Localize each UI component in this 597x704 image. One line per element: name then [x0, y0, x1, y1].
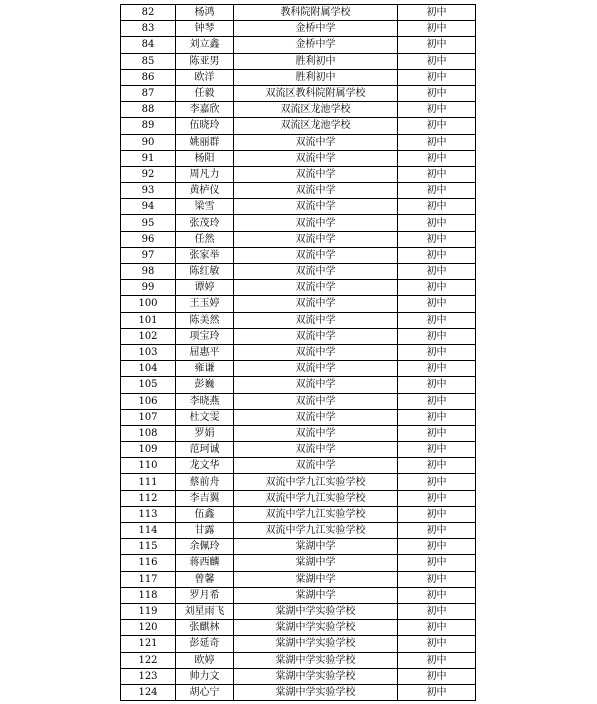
cell-name: 欧洋 [176, 69, 234, 85]
cell-level: 初中 [398, 474, 476, 490]
table-row [121, 328, 476, 344]
cell-school: 双流中学 [234, 296, 398, 312]
table-row [121, 636, 476, 652]
cell-name: 蔡前舟 [176, 474, 234, 490]
cell-name: 龙文华 [176, 458, 234, 474]
cell-name: 黄栌仪 [176, 183, 234, 199]
cell-name: 姚丽群 [176, 134, 234, 150]
table-row [121, 102, 476, 118]
cell-number: 124 [121, 684, 176, 700]
cell-level: 初中 [398, 37, 476, 53]
cell-name: 罗月希 [176, 587, 234, 603]
cell-level: 初中 [398, 199, 476, 215]
cell-level: 初中 [398, 442, 476, 458]
cell-school: 双流中学九江实验学校 [234, 523, 398, 539]
cell-level: 初中 [398, 668, 476, 684]
cell-number: 101 [121, 312, 176, 328]
table-row [121, 620, 476, 636]
cell-level: 初中 [398, 393, 476, 409]
cell-level: 初中 [398, 377, 476, 393]
table-row [121, 183, 476, 199]
cell-school: 双流中学 [234, 166, 398, 182]
cell-name: 曾馨 [176, 571, 234, 587]
cell-level: 初中 [398, 539, 476, 555]
cell-name: 余佩玲 [176, 539, 234, 555]
table-row [121, 361, 476, 377]
cell-name: 李嘉欣 [176, 102, 234, 118]
cell-number: 97 [121, 247, 176, 263]
cell-name: 欧婷 [176, 652, 234, 668]
cell-school: 棠湖中学 [234, 555, 398, 571]
cell-name: 彭延奇 [176, 636, 234, 652]
table-row [121, 69, 476, 85]
cell-number: 96 [121, 231, 176, 247]
cell-number: 93 [121, 183, 176, 199]
cell-name: 杜文雯 [176, 409, 234, 425]
cell-number: 106 [121, 393, 176, 409]
cell-name: 罗娟 [176, 425, 234, 441]
table-row [121, 523, 476, 539]
cell-number: 99 [121, 280, 176, 296]
cell-number: 85 [121, 53, 176, 69]
cell-level: 初中 [398, 361, 476, 377]
table-row [121, 684, 476, 700]
cell-level: 初中 [398, 458, 476, 474]
cell-name: 陈亚男 [176, 53, 234, 69]
cell-school: 双流中学 [234, 312, 398, 328]
cell-name: 刘星雨飞 [176, 603, 234, 619]
cell-name: 范珂诚 [176, 442, 234, 458]
cell-name: 伍晓玲 [176, 118, 234, 134]
cell-number: 111 [121, 474, 176, 490]
cell-name: 任然 [176, 231, 234, 247]
cell-level: 初中 [398, 134, 476, 150]
table-row [121, 53, 476, 69]
cell-number: 110 [121, 458, 176, 474]
cell-school: 双流中学 [234, 231, 398, 247]
cell-number: 86 [121, 69, 176, 85]
cell-name: 彭巍 [176, 377, 234, 393]
cell-level: 初中 [398, 620, 476, 636]
cell-level: 初中 [398, 231, 476, 247]
cell-number: 122 [121, 652, 176, 668]
table-row [121, 118, 476, 134]
roster-table-body [121, 5, 476, 701]
table-row [121, 652, 476, 668]
table-row [121, 199, 476, 215]
cell-number: 103 [121, 344, 176, 360]
cell-number: 83 [121, 21, 176, 37]
table-row [121, 393, 476, 409]
cell-school: 棠湖中学实验学校 [234, 620, 398, 636]
cell-number: 121 [121, 636, 176, 652]
cell-number: 89 [121, 118, 176, 134]
cell-level: 初中 [398, 328, 476, 344]
cell-level: 初中 [398, 296, 476, 312]
roster-table-container [120, 4, 475, 701]
cell-number: 95 [121, 215, 176, 231]
cell-name: 周凡力 [176, 166, 234, 182]
cell-number: 100 [121, 296, 176, 312]
cell-number: 118 [121, 587, 176, 603]
table-row [121, 490, 476, 506]
cell-school: 棠湖中学 [234, 571, 398, 587]
table-row [121, 312, 476, 328]
cell-number: 88 [121, 102, 176, 118]
cell-school: 棠湖中学实验学校 [234, 668, 398, 684]
table-row [121, 587, 476, 603]
cell-name: 帅力文 [176, 668, 234, 684]
table-row [121, 442, 476, 458]
table-row [121, 264, 476, 280]
cell-school: 双流中学 [234, 393, 398, 409]
cell-name: 张家举 [176, 247, 234, 263]
cell-number: 114 [121, 523, 176, 539]
cell-level: 初中 [398, 652, 476, 668]
table-row [121, 668, 476, 684]
cell-level: 初中 [398, 183, 476, 199]
cell-number: 82 [121, 5, 176, 21]
table-row [121, 571, 476, 587]
cell-level: 初中 [398, 166, 476, 182]
cell-level: 初中 [398, 506, 476, 522]
cell-level: 初中 [398, 571, 476, 587]
cell-school: 棠湖中学 [234, 539, 398, 555]
cell-number: 109 [121, 442, 176, 458]
cell-level: 初中 [398, 490, 476, 506]
cell-name: 李晓燕 [176, 393, 234, 409]
cell-name: 刘立鑫 [176, 37, 234, 53]
cell-school: 双流中学 [234, 247, 398, 263]
cell-school: 双流中学 [234, 134, 398, 150]
cell-school: 棠湖中学实验学校 [234, 652, 398, 668]
cell-level: 初中 [398, 118, 476, 134]
cell-level: 初中 [398, 587, 476, 603]
cell-number: 102 [121, 328, 176, 344]
table-row [121, 377, 476, 393]
cell-level: 初中 [398, 684, 476, 700]
cell-name: 张茂玲 [176, 215, 234, 231]
cell-school: 双流中学 [234, 425, 398, 441]
cell-level: 初中 [398, 215, 476, 231]
cell-number: 105 [121, 377, 176, 393]
table-row [121, 506, 476, 522]
cell-school: 棠湖中学实验学校 [234, 636, 398, 652]
cell-name: 陈红敏 [176, 264, 234, 280]
cell-school: 双流区龙池学校 [234, 102, 398, 118]
cell-name: 任毅 [176, 85, 234, 101]
table-row [121, 425, 476, 441]
cell-level: 初中 [398, 69, 476, 85]
cell-name: 王玉婷 [176, 296, 234, 312]
cell-school: 双流中学 [234, 183, 398, 199]
table-row [121, 296, 476, 312]
cell-school: 双流中学 [234, 409, 398, 425]
cell-level: 初中 [398, 603, 476, 619]
cell-level: 初中 [398, 409, 476, 425]
table-row [121, 5, 476, 21]
cell-name: 蒋西麟 [176, 555, 234, 571]
cell-level: 初中 [398, 264, 476, 280]
table-row [121, 37, 476, 53]
cell-number: 92 [121, 166, 176, 182]
cell-school: 教科院附属学校 [234, 5, 398, 21]
cell-name: 项宝玲 [176, 328, 234, 344]
cell-level: 初中 [398, 636, 476, 652]
table-row [121, 555, 476, 571]
cell-school: 金桥中学 [234, 21, 398, 37]
cell-number: 120 [121, 620, 176, 636]
cell-name: 谭婷 [176, 280, 234, 296]
cell-level: 初中 [398, 53, 476, 69]
table-row [121, 150, 476, 166]
table-row [121, 134, 476, 150]
cell-level: 初中 [398, 102, 476, 118]
cell-number: 107 [121, 409, 176, 425]
cell-name: 杨鸿 [176, 5, 234, 21]
table-row [121, 344, 476, 360]
cell-level: 初中 [398, 344, 476, 360]
cell-number: 98 [121, 264, 176, 280]
table-row [121, 474, 476, 490]
cell-name: 钟琴 [176, 21, 234, 37]
cell-number: 91 [121, 150, 176, 166]
table-row [121, 603, 476, 619]
cell-school: 双流中学 [234, 442, 398, 458]
cell-name: 胡心宁 [176, 684, 234, 700]
cell-name: 张麒林 [176, 620, 234, 636]
cell-school: 金桥中学 [234, 37, 398, 53]
cell-level: 初中 [398, 312, 476, 328]
cell-school: 双流中学 [234, 199, 398, 215]
cell-school: 胜利初中 [234, 53, 398, 69]
cell-name: 李吉翼 [176, 490, 234, 506]
cell-school: 双流区教科院附属学校 [234, 85, 398, 101]
cell-level: 初中 [398, 280, 476, 296]
table-row [121, 21, 476, 37]
cell-school: 双流中学 [234, 280, 398, 296]
cell-school: 双流中学 [234, 361, 398, 377]
cell-level: 初中 [398, 555, 476, 571]
cell-level: 初中 [398, 150, 476, 166]
cell-number: 112 [121, 490, 176, 506]
cell-school: 胜利初中 [234, 69, 398, 85]
table-row [121, 409, 476, 425]
cell-number: 94 [121, 199, 176, 215]
cell-level: 初中 [398, 425, 476, 441]
cell-name: 梁雪 [176, 199, 234, 215]
cell-level: 初中 [398, 21, 476, 37]
cell-level: 初中 [398, 247, 476, 263]
table-row [121, 166, 476, 182]
cell-school: 双流中学 [234, 264, 398, 280]
table-row [121, 458, 476, 474]
cell-name: 甘露 [176, 523, 234, 539]
cell-school: 双流区龙池学校 [234, 118, 398, 134]
cell-school: 双流中学 [234, 458, 398, 474]
cell-name: 杨阳 [176, 150, 234, 166]
cell-number: 123 [121, 668, 176, 684]
cell-number: 108 [121, 425, 176, 441]
table-row [121, 280, 476, 296]
cell-school: 双流中学九江实验学校 [234, 506, 398, 522]
cell-school: 双流中学 [234, 150, 398, 166]
cell-number: 90 [121, 134, 176, 150]
cell-school: 双流中学 [234, 344, 398, 360]
cell-name: 雍谦 [176, 361, 234, 377]
cell-number: 117 [121, 571, 176, 587]
cell-number: 116 [121, 555, 176, 571]
roster-table [120, 4, 476, 701]
cell-name: 陈美然 [176, 312, 234, 328]
cell-number: 104 [121, 361, 176, 377]
cell-school: 双流中学 [234, 328, 398, 344]
cell-school: 双流中学九江实验学校 [234, 490, 398, 506]
table-row [121, 215, 476, 231]
cell-name: 屈惠平 [176, 344, 234, 360]
cell-level: 初中 [398, 85, 476, 101]
table-row [121, 85, 476, 101]
cell-school: 双流中学 [234, 377, 398, 393]
cell-number: 119 [121, 603, 176, 619]
cell-school: 双流中学九江实验学校 [234, 474, 398, 490]
cell-number: 115 [121, 539, 176, 555]
table-row [121, 247, 476, 263]
table-row [121, 539, 476, 555]
cell-name: 伍鑫 [176, 506, 234, 522]
table-row [121, 231, 476, 247]
cell-school: 棠湖中学实验学校 [234, 684, 398, 700]
cell-level: 初中 [398, 5, 476, 21]
cell-school: 棠湖中学 [234, 587, 398, 603]
cell-school: 棠湖中学实验学校 [234, 603, 398, 619]
cell-school: 双流中学 [234, 215, 398, 231]
cell-level: 初中 [398, 523, 476, 539]
cell-number: 113 [121, 506, 176, 522]
cell-number: 84 [121, 37, 176, 53]
cell-number: 87 [121, 85, 176, 101]
